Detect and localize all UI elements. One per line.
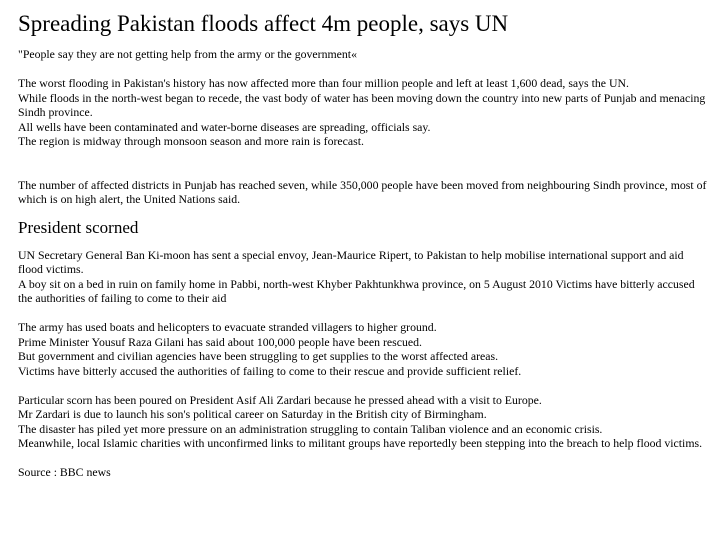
paragraph-line: Meanwhile, local Islamic charities with unconfirmed links to militant groups have reportedly been stepping into the breach to help flood victims. bbox=[18, 436, 703, 450]
paragraph-line: But government and civilian agencies have been struggling to get supplies to the worst affected areas. bbox=[18, 349, 499, 363]
article-title: Spreading Pakistan floods affect 4m people, says UN bbox=[18, 11, 509, 36]
paragraph-line: A boy sit on a bed in ruin on family home in Pabbi, north-west Khyber Pakhtunkhwa province, on 5 August 2010 Victims have bitterly accused the authorities of failing to come to their aid bbox=[18, 276, 695, 305]
paragraph-line: UN Secretary General Ban Ki-moon has sent a special envoy, Jean-Maurice Ripert, to Pakistan to help mobilise international support and aid flood victims. bbox=[18, 247, 684, 276]
paragraph: The number of affected districts in Punjab has reached seven, while 350,000 people have been moved from neighbouring Sindh province, most of which is on high alert, the United Nations said. bbox=[18, 177, 707, 206]
source-credit: Source : BBC news bbox=[18, 465, 111, 479]
pull-quote: "People say they are not getting help from the army or the government« bbox=[18, 47, 357, 61]
paragraph-line: The region is midway through monsoon season and more rain is forecast. bbox=[18, 134, 364, 148]
paragraph-line: The disaster has piled yet more pressure on an administration struggling to contain Taliban violence and an economic crisis. bbox=[18, 421, 603, 436]
paragraph-line: All wells have been contaminated and water-borne diseases are spreading, officials say. bbox=[18, 119, 431, 134]
paragraph-line: Mr Zardari is due to launch his son's political career on Saturday in the British city of Birmingham. bbox=[18, 407, 487, 421]
paragraph-line: The army has used boats and helicopters to evacuate stranded villagers to higher ground. bbox=[18, 320, 437, 334]
section-heading: President scorned bbox=[18, 217, 139, 237]
article bbox=[18, 10, 708, 480]
paragraph-line: Particular scorn has been poured on President Asif Ali Zardari because he pressed ahead with a visit to Europe. bbox=[18, 392, 542, 407]
paragraph-line: The worst flooding in Pakistan's history has now affected more than four million people and left at least 1,600 dead, says the UN. bbox=[18, 76, 629, 90]
paragraph-line: Victims have bitterly accused the authorities of failing to come to their rescue and provide sufficient relief. bbox=[18, 363, 522, 378]
paragraph-line: Prime Minister Yousuf Raza Gilani has said about 100,000 people have been rescued. bbox=[18, 334, 422, 349]
paragraph-line: While floods in the north-west began to recede, the vast body of water has been moving down the country into new parts of Punjab and menacing Sindh province. bbox=[18, 90, 706, 119]
